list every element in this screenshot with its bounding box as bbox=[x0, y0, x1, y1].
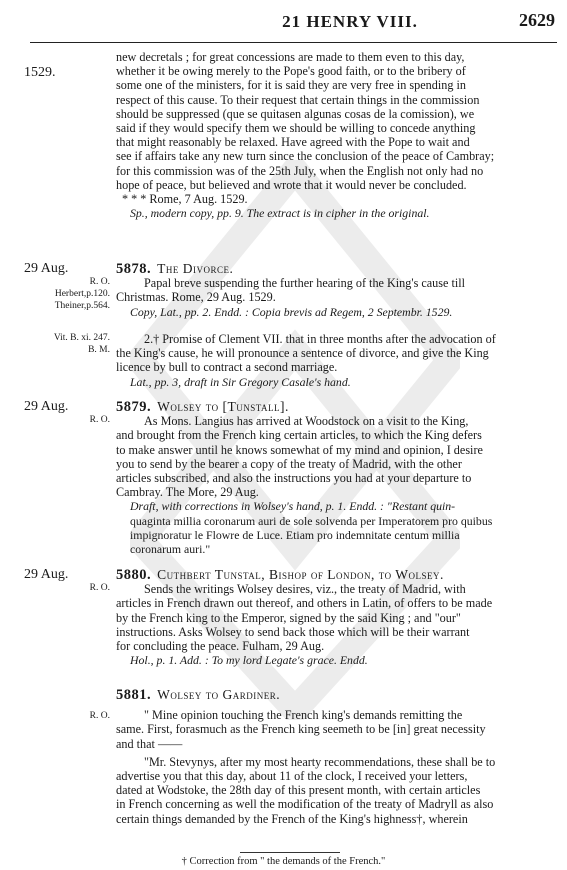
text-line: you to send by the bearer a copy of the treaty of Madrid, with the other bbox=[116, 456, 462, 471]
text-line: in French concerning as well the modification of the treaty of Madryll as also bbox=[116, 797, 494, 812]
text-line: whether it be owing merely to the Pope's good faith, or to the bribery of bbox=[116, 64, 466, 79]
text-line: for concluding the peace. Fulham, 29 Aug. bbox=[116, 639, 325, 654]
text-line: advertise you that this day, about 11 of the clock, I received your letters, bbox=[116, 769, 468, 784]
entry-margin bbox=[24, 332, 110, 356]
source-ref: R. O. bbox=[89, 415, 110, 425]
entry-heading bbox=[116, 262, 546, 276]
text-line: * * * Rome, 7 Aug. 1529. bbox=[122, 192, 248, 207]
entry-title: The Divorce. bbox=[157, 261, 234, 276]
note-text: impignoratur le Flowre de Luce. Etiam pro indemnitate centum millia bbox=[130, 527, 460, 542]
entry-number: 5881. bbox=[116, 687, 152, 703]
entry-text bbox=[116, 50, 546, 220]
entry-number: 5879. bbox=[116, 399, 152, 415]
text-line: that might reasonably be relaxed. Have agreed with the Pope to wait and bbox=[116, 135, 470, 150]
source-ref: R. O. bbox=[89, 711, 110, 721]
text-line: new decretals ; for great concessions are made to them even to this day, bbox=[116, 50, 465, 64]
note-text: Draft, with corrections in Wolsey's hand, p. 1. Endd. : "Restant quin- bbox=[130, 499, 456, 514]
text-line: articles subscribed, and also the instructions you had at your departure to bbox=[116, 471, 472, 486]
header-rule bbox=[30, 42, 557, 43]
text-line: the King's cause, he will pronounce a sentence of divorce, and give the King bbox=[116, 346, 489, 361]
entry-note bbox=[116, 542, 546, 556]
text-line: and brought from the French king certain articles, to which the King defers bbox=[116, 428, 482, 443]
text-line: instructions. Asks Wolsey to send back those which will be their warrant bbox=[116, 624, 470, 639]
text-line: dated at Wodstoke, the 28th day of this present month, with certain articles bbox=[116, 783, 481, 798]
entry-text bbox=[116, 568, 546, 667]
text-line: some one of the ministers, for it is said they are very free in spending in bbox=[116, 78, 466, 93]
text-line: Papal breve suspending the further hearing of the King's cause till bbox=[144, 276, 466, 291]
text-line: Christmas. Rome, 29 Aug. 1529. bbox=[116, 290, 276, 305]
entry-note bbox=[116, 375, 546, 389]
source-ref: B. M. bbox=[88, 345, 110, 355]
entry-date: 1529. bbox=[24, 65, 56, 80]
entry-text bbox=[116, 262, 546, 319]
source-ref: R. O. bbox=[89, 277, 110, 287]
entry-date: 29 Aug. bbox=[24, 261, 69, 276]
text-line: and that —— bbox=[116, 736, 183, 751]
entry-title: Cuthbert Tunstal, Bishop of London, to Wolsey. bbox=[157, 567, 444, 582]
entry-heading bbox=[116, 400, 546, 414]
entry-margin bbox=[24, 66, 110, 80]
text-line: by the French king to the Emperor, signed by the said King ; and "our" bbox=[116, 610, 461, 625]
text-line: same. First, forasmuch as the French king seemeth to be [in] great necessity bbox=[116, 722, 486, 737]
entry-note bbox=[116, 653, 546, 667]
note-text: Lat., pp. 3, draft in Sir Gregory Casale's hand. bbox=[130, 374, 351, 389]
text-line: for this commission was of the 25th July, when the English not only had no bbox=[116, 163, 484, 178]
entry-note bbox=[116, 305, 546, 319]
text-line: said if they would specify them we should be willing to concede anything bbox=[116, 121, 476, 136]
note-text: Hol., p. 1. Add. : To my lord Legate's grace. Endd. bbox=[130, 653, 368, 668]
text-line: Cambray. The More, 29 Aug. bbox=[116, 485, 259, 500]
entry-title: Wolsey to Gardiner. bbox=[157, 687, 281, 702]
entry-margin bbox=[24, 710, 110, 722]
text-line: licence by bull to contract a second marriage. bbox=[116, 360, 338, 375]
text-line: see if affairs take any new turn since the conclusion of the peace of Cambray; bbox=[116, 149, 495, 164]
text-line: 2.† Promise of Clement VII. that in three months after the advocation of bbox=[144, 332, 496, 346]
text-line: certain things demanded by the French of the King's highness†, wherein bbox=[116, 811, 468, 826]
page-number: 2629 bbox=[519, 10, 555, 30]
text-line: Sends the writings Wolsey desires, viz., the treaty of Madrid, with bbox=[144, 582, 466, 597]
entry-note bbox=[116, 206, 546, 220]
entry-text bbox=[116, 400, 546, 556]
text-line: respect of this cause. To their request that certain things in the commission bbox=[116, 92, 480, 107]
entry-heading bbox=[116, 688, 546, 702]
text-line: " Mine opinion touching the French king's demands remitting the bbox=[144, 708, 463, 723]
note-text: Copy, Lat., pp. 2. Endd. : Copia brevis ad Regem, 2 Septembr. 1529. bbox=[130, 304, 453, 319]
entry-title: Wolsey to [Tunstall]. bbox=[157, 399, 289, 414]
entry-note bbox=[116, 528, 546, 542]
note-text: quaginta millia coronarum auri de sole solvenda per Imperatorem pro quibus bbox=[130, 513, 493, 528]
entry-date: 29 Aug. bbox=[24, 567, 69, 582]
source-ref: Theiner,p.564. bbox=[54, 301, 110, 311]
entry-date: 29 Aug. bbox=[24, 399, 69, 414]
footnote-rule bbox=[240, 852, 340, 853]
entry-margin bbox=[24, 400, 110, 426]
entry-margin bbox=[24, 262, 110, 312]
entry-text bbox=[116, 688, 546, 826]
text-line: hope of peace, but believed and wrote that it would never be concluded. bbox=[116, 177, 467, 192]
note-text: coronarum auri." bbox=[130, 542, 211, 557]
text-line: As Mons. Langius has arrived at Woodstock on a visit to the King, bbox=[144, 414, 469, 429]
entry-note bbox=[116, 514, 546, 528]
entry-heading bbox=[116, 568, 546, 582]
source-ref: R. O. bbox=[89, 583, 110, 593]
entry-number: 5880. bbox=[116, 567, 152, 583]
entry-note bbox=[116, 499, 546, 513]
text-line: should be suppressed (que se quitasen algunas cosas de la comission), we bbox=[116, 106, 475, 121]
running-title: 21 HENRY VIII. bbox=[282, 12, 418, 31]
text-line: to make answer until he knows somewhat of my mind and opinion, I desire bbox=[116, 442, 483, 457]
entry-number: 5878. bbox=[116, 261, 152, 277]
source-ref: Herbert,p.120. bbox=[54, 289, 110, 299]
source-ref: Vit. B. xi. 247. bbox=[53, 333, 110, 343]
entry-margin bbox=[24, 568, 110, 594]
text-line: articles in French drawn out thereof, and others in Latin, of offers to be made bbox=[116, 596, 493, 611]
entry-text bbox=[116, 332, 546, 389]
text-line: "Mr. Stevynys, after my most hearty recommendations, these shall be to bbox=[144, 754, 496, 769]
footnote: † Correction from " the demands of the French." bbox=[181, 856, 386, 867]
note-text: Sp., modern copy, pp. 9. The extract is in cipher in the original. bbox=[130, 206, 430, 221]
